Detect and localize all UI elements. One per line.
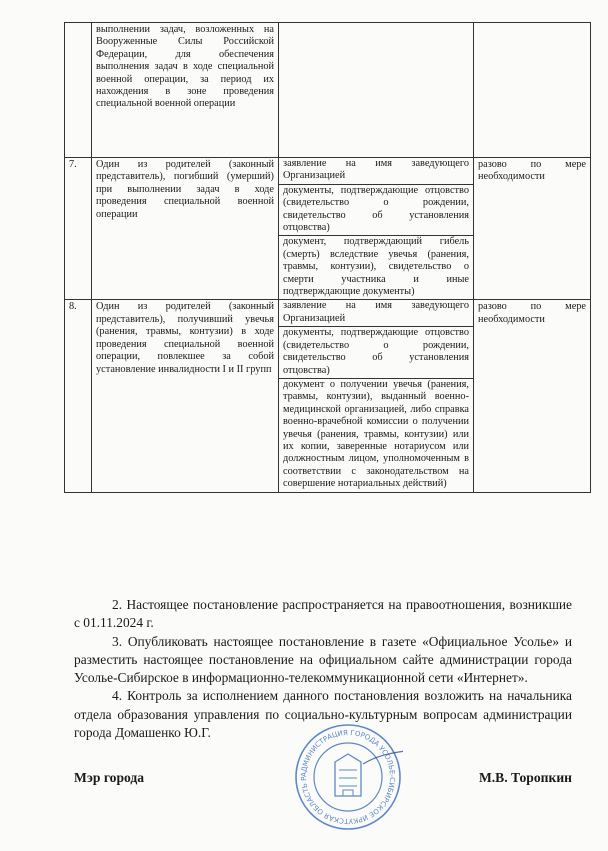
table-row [65, 23, 591, 158]
frequency-cell [474, 23, 591, 158]
signatory-name: М.В. Торопкин [478, 770, 572, 785]
documents-table [64, 22, 591, 493]
row-number-cell: 7. [65, 158, 92, 300]
row-number-cell: 8. [65, 300, 92, 492]
clause-3: 3. Опубликовать настоящее постановление в газете «Официальное Усолье» и разместить настоящее постановление на официальном сайте администрации города Усолье-Сибирское в информационно-телекоммуникационной сети «Интернет». [74, 633, 572, 686]
document-item: документ о получении увечья (ранения, травмы, контузии), выданный военно-медицинской организацией, либо справка военно-врачебной комиссии о получении увечья (ранения, травмы, контузии) или их копии, заверенные нотариусом или должностным лицом, уполномоченным в соответствии с законодательством на совершение нотариальных действий) [283, 378, 469, 490]
document-item: документ, подтверждающий гибель (смерть) вследствие увечья (ранения, травмы, контузии), свидетельство о смерти участника и иные подтверждающие документы) [283, 236, 469, 298]
document-item: документы, подтверждающие отцовство (свидетельство о рождении, свидетельство об установления отцовства) [279, 327, 473, 379]
table-row [65, 158, 591, 300]
documents-cell [279, 23, 474, 158]
signatory-title: Мэр города [74, 770, 145, 785]
row-number-cell [65, 23, 92, 158]
seal-icon [293, 722, 403, 832]
recipient-cell: Один из родителей (законный представитель), получивший увечья (ранения, травмы, контузии) в ходе проведения специальной военной операции, повлекшее за собой установление инвалидности I и II групп [92, 300, 279, 492]
table-row [65, 300, 591, 492]
recipient-cell: Один из родителей (законный представитель), погибший (умерший) при выполнении задач в ходе проведения специальной военной операции [92, 158, 279, 300]
documents-cell [279, 300, 474, 492]
frequency-cell: разово по мере необходимости [474, 300, 591, 492]
clause-2: 2. Настоящее постановление распространяется на правоотношения, возникшие с 01.11.2024 г. [74, 597, 572, 631]
clause-4: 4. Контроль за исполнением данного постановления возложить на начальника отдела образования управления по социально-культурным вопросам администрации города Домашенко Ю.Г. [74, 688, 572, 741]
documents-cell [279, 158, 474, 300]
official-seal [293, 722, 403, 837]
document-item: заявление на имя заведующего Организацией [279, 300, 473, 327]
resolution-clauses [74, 596, 572, 742]
document-item: документы, подтверждающие отцовство (свидетельство о рождении, свидетельство об установления отцовства) [279, 185, 473, 237]
document-item: заявление на имя заведующего Организацией [279, 158, 473, 185]
recipient-cell: выполнении задач, возложенных на Вооруженные Силы Российской Федерации, для обеспечения выполнения задач в ходе специальной военной операции, за период их нахождения в зоне проведения специальной военной операции [92, 23, 279, 158]
frequency-cell: разово по мере необходимости [474, 158, 591, 300]
svg-text:АДМИНИСТРАЦИЯ ГОРОДА УСОЛЬЕ-СИ: АДМИНИСТРАЦИЯ ГОРОДА УСОЛЬЕ-СИБИРСКОЕ ИРКУТСКАЯ ОБЛАСТЬ Р [299, 728, 397, 826]
